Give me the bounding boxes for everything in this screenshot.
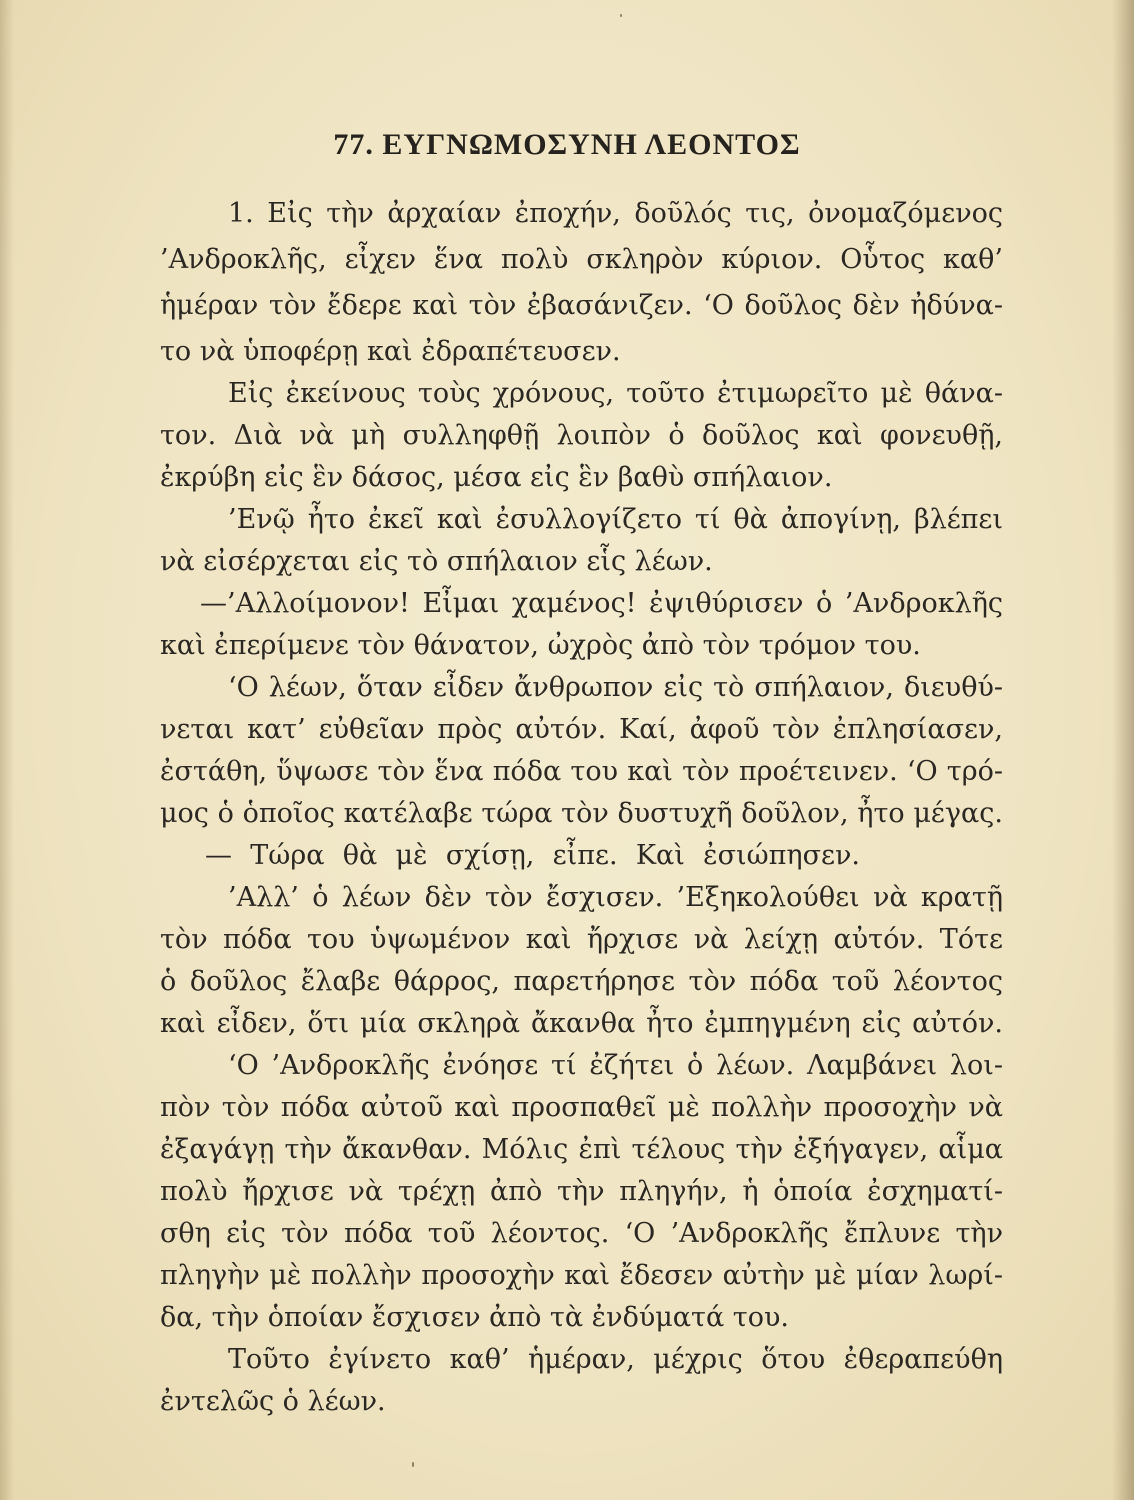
text-line: ὁ δοῦλος ἔλαβε θάρρος, παρετήρησε τὸν πόδα τοῦ λέοντος — [160, 966, 1003, 997]
text-line: ἐντελῶς ὁ λέων. — [160, 1386, 386, 1417]
page-shadow-right — [1112, 0, 1134, 1500]
text-line: — Τώρα θὰ μὲ σχίσῃ, εἶπε. Καὶ ἐσιώπησεν. — [205, 840, 860, 871]
text-line: μος ὁ ὁποῖος κατέλαβε τώρα τὸν δυστυχῆ δοῦλον, ἦτο μέγας. — [160, 798, 1003, 829]
text-line: ἐξαγάγῃ τὴν ἄκανθαν. Μόλις ἐπὶ τέλους τὴν ἐξήγαγεν, αἷμα — [160, 1134, 1003, 1165]
text-line: 1. Εἰς τὴν ἀρχαίαν ἐποχήν, δοῦλός τις, ὀνομαζόμενος — [228, 198, 1003, 229]
text-line: πολὺ ἤρχισε νὰ τρέχῃ ἀπὸ τὴν πληγήν, ἡ ὁποία ἐσχηματί- — [160, 1176, 1003, 1207]
text-line: πληγὴν μὲ πολλὴν προσοχὴν καὶ ἔδεσεν αὐτὴν μὲ μίαν λωρί- — [160, 1260, 1003, 1291]
text-line: ἐκρύβη εἰς ἓν δάσος, μέσα εἰς ἓν βαθὺ σπήλαιον. — [160, 462, 833, 493]
text-line: ’Ανδροκλῆς, εἶχεν ἕνα πολὺ σκληρὸν κύριον. Οὗτος καθ’ — [160, 244, 1003, 275]
paper-speck — [620, 14, 622, 17]
text-line: σθη εἰς τὸν πόδα τοῦ λέοντος. ‘Ο ’Ανδροκλῆς ἔπλυνε τὴν — [160, 1218, 1003, 1249]
text-line: νὰ εἰσέρχεται εἰς τὸ σπήλαιον εἷς λέων. — [160, 546, 713, 577]
chapter-title: 77. ΕΥΓΝΩΜΟΣΥΝΗ ΛΕΟΝΤΟΣ — [333, 128, 801, 161]
text-line: το νὰ ὑποφέρῃ καὶ ἐδραπέτευσεν. — [160, 336, 621, 367]
text-line: ‘Ο ’Ανδροκλῆς ἐνόησε τί ἐζήτει ὁ λέων. Λαμβάνει λοι- — [228, 1050, 1003, 1081]
text-line: Εἰς ἐκείνους τοὺς χρόνους, τοῦτο ἐτιμωρεῖτο μὲ θάνα- — [228, 378, 1003, 409]
text-line: καὶ εἶδεν, ὅτι μία σκληρὰ ἄκανθα ἦτο ἐμπηγμένη εἰς αὐτόν. — [160, 1008, 1003, 1039]
text-line: ἡμέραν τὸν ἔδερε καὶ τὸν ἐβασάνιζεν. ‘Ο δοῦλος δὲν ἠδύνα- — [160, 290, 1003, 321]
text-line: ‘Ο λέων, ὅταν εἶδεν ἄνθρωπον εἰς τὸ σπήλαιον, διευθύ- — [228, 672, 1003, 703]
text-line: νεται κατ’ εὐθεῖαν πρὸς αὐτόν. Καί, ἀφοῦ τὸν ἐπλησίασεν, — [160, 714, 1003, 745]
text-line: πὸν τὸν πόδα αὐτοῦ καὶ προσπαθεῖ μὲ πολλὴν προσοχὴν νὰ — [160, 1092, 1003, 1123]
paper-speck — [412, 1462, 414, 1467]
text-line: ’Ενῷ ἦτο ἐκεῖ καὶ ἐσυλλογίζετο τί θὰ ἀπογίνῃ, βλέπει — [228, 504, 1003, 535]
text-line: δα, τὴν ὁποίαν ἔσχισεν ἀπὸ τὰ ἐνδύματά του. — [160, 1302, 789, 1333]
text-line: τὸν πόδα του ὑψωμένον καὶ ἤρχισε νὰ λείχῃ αὐτόν. Τότε — [160, 924, 1003, 955]
text-line: Τοῦτο ἐγίνετο καθ’ ἡμέραν, μέχρις ὅτου ἐθεραπεύθη — [228, 1344, 1003, 1375]
text-line: ’Αλλ’ ὁ λέων δὲν τὸν ἔσχισεν. ’Εξηκολούθει νὰ κρατῇ — [228, 882, 1003, 913]
text-line: καὶ ἐπερίμενε τὸν θάνατον, ὠχρὸς ἀπὸ τὸν τρόμον του. — [160, 630, 921, 661]
text-line: ἐστάθη, ὕψωσε τὸν ἕνα πόδα του καὶ τὸν προέτεινεν. ‘Ο τρό- — [160, 756, 1003, 787]
text-line: —’Αλλοίμονον! Εἶμαι χαμένος! ἐψιθύρισεν ὁ ’Ανδροκλῆς — [200, 588, 1003, 619]
page-shadow-left — [0, 0, 14, 1500]
text-line: τον. Διὰ νὰ μὴ συλληφθῇ λοιπὸν ὁ δοῦλος καὶ φονευθῇ, — [160, 420, 1003, 451]
